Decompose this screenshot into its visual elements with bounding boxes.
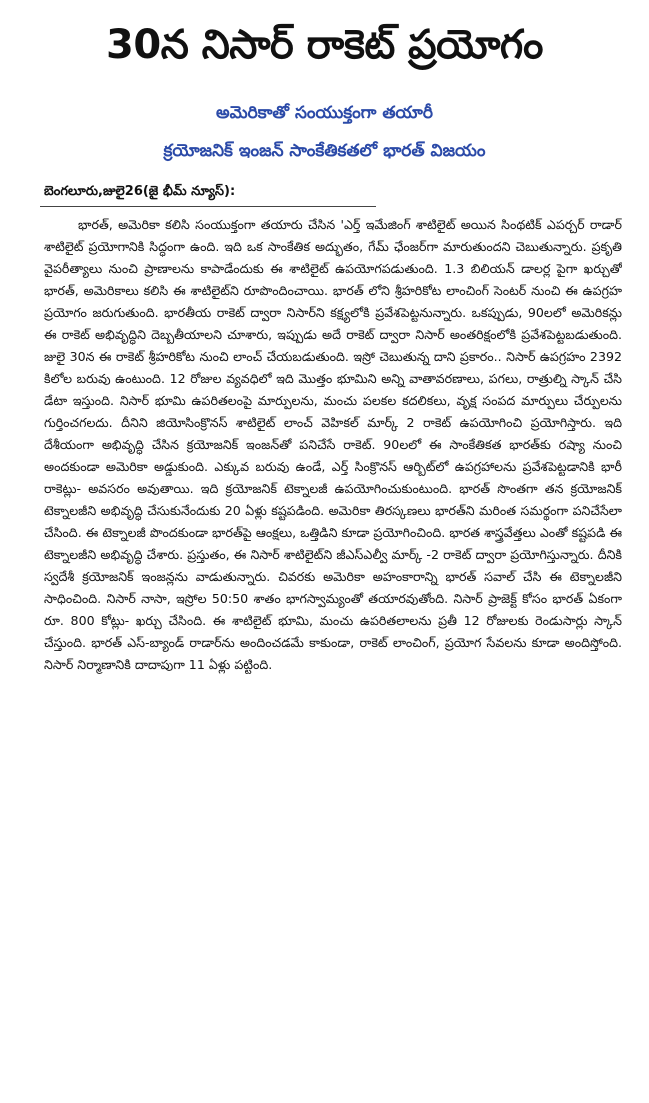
dateline-underline xyxy=(40,206,376,207)
dateline: బెంగలూరు,జులై26(జై భీమ్ న్యూస్): xyxy=(44,184,236,199)
subheadline-primary: అమెరికాతో సంయుక్తంగా తయారీ xyxy=(216,103,433,123)
subheadline-secondary: క్రయోజనిక్ ఇంజన్ సాంకేతికతలో భారత్ విజయం xyxy=(163,141,486,161)
article-body: భారత్, అమెరికా కలిసి సంయుక్తంగా తయారు చేసిన 'ఎర్త్ ఇమేజింగ్ శాటిలైట్ అయిన సింథటిక్ ఎపర్చర్ రాడార్ శాటిలైట్ ప్రయోగానికి సిద్ధంగా ఉంది. ఇది ఒక సాంకేతిక అద్భుతం, గేమ్ ఛేంజర్‌గా మారుతుందని చెబుతున్నారు. ప్రకృతి వైపరీత్యాలు నుంచి ప్రాణాలను కాపాడేందుకు ఈ శాటిలైట్ ఉపయోగపడుతుంది. 1.3 బిలియన్ డాలర్ల పైగా ఖర్చుతో భారత్, అమెరికాలు కలిసి ఈ శాటిలైట్‌ని రూపొందించాయి. భారత్ లోని శ్రీహరికోట లాంచింగ్ సెంటర్ నుంచి ఈ ఉపగ్రహ ప్రయోగం జరుగుతుంది. భారతీయ రాకెట్ ద్వారా నిసార్‌ని కక్ష్యలోకి ప్రవేశపెట్టనున్నారు. ఒకప్పుడు, 90లలో అమెరికన్లు ఈ రాకెట్ అభివృద్ధిని దెబ్బతీయాలని చూశారు, ఇప్పుడు అదే రాకెట్ ద్వారా నిసార్ అంతరిక్షంలోకి ప్రవేశపెట్టబడుతుంది. జులై 30న ఈ రాకెట్ శ్రీహరికోట నుంచి లాంచ్ చేయబడుతుంది. ఇస్రో చెబుతున్న దాని ప్రకారం.. నిసార్ ఉపగ్రహం 2392 కిలోల బరువు ఉంటుంది. 12 రోజుల వ్యవధిలో ఇది మొత్తం భూమిని అన్ని వాతావరణాలు, పగలు, రాత్రుల్ని స్కాన్ చేసి డేటా ఇస్తుంది. నిసార్ భూమి ఉపరితలంపై మార్పులను, మంచు పలకల కదలికలు, వృక్ష సంపద మార్పులు చేర్పులను గుర్తించగలదు. దీనిని జియోసింక్రొనస్ శాటిలైట్ లాంచ్ వెహికల్ మార్క్ 2 రాకెట్ ఉపయోగించి ప్రయోగిస్తారు. ఇది దేశీయంగా అభివృద్ధి చేసిన క్రయోజనిక్ ఇంజన్‌తో పనిచేసే రాకెట్. 90లలో ఈ సాంకేతికత భారత్‌కు రష్యా నుంచి అందకుండా అమెరికా అడ్డుకుంది. ఎక్కువ బరువు ఉండే, ఎర్త్ సింక్రొనస్ ఆర్బిట్‌లో ఉపగ్రహాలను ప్రవేశపెట్టడానికి భారీ రాకెట్లు- అవసరం అవుతాయి. ఇది క్రయోజనిక్ టెక్నాలజీ ఉపయోగించుకుంటుంది. భారత్ సొంతగా తన క్రయోజనిక్ టెక్నాలజీని అభివృద్ధి చేసుకునేందుకు 20 ఏళ్లు కష్టపడింది. అమెరికా తిరస్కణలు భారత్‌ని మరింత సమర్థంగా పనిచేసేలా చేసింది. ఈ టెక్నాలజీ పొందకుండా భారత్‌పై ఆంక్షలు, ఒత్తిడిని కూడా ప్రయోగించింది. భారత శాస్త్రవేత్తలు ఎంతో కష్టపడి ఈ టెక్నాలజీని అభివృద్ధి చేశారు. ప్రస్తుతం, ఈ నిసార్ శాటిలైట్‌ని జీఎస్ఎల్వీ మార్క్ -2 రాకెట్ ద్వారా ప్రయోగిస్తున్నారు. దీనికి స్వదేశీ క్రయోజనిక్ ఇంజన్లను వాడుతున్నారు. చివరకు అమెరికా అహంకారాన్ని భారత్ సవాల్ చేసి ఈ టెక్నాలజీని సాధించింది. నిసార్ నాసా, ఇస్రోల 50:50 శాతం భాగస్వామ్యంతో తయారవుతోంది. నిసార్ ప్రాజెక్ట్ కోసం భారత్ ఏకంగా రూ. 800 కోట్లు- ఖర్చు చేసింది. ఈ శాటిలైట్ భూమి, మంచు ఉపరితలాలను ప్రతీ 12 రోజులకు రెండుసార్లు స్కాన్ చేస్తుంది. భారత్ ఎస్-బ్యాండ్ రాడార్‌ను అందించడమే కాకుండా, రాకెట్ లాంచింగ్, ప్రయోగ సేవలను కూడా అందిస్తోంది. నిసార్ నిర్మాణానికి దాదాపుగా 11 ఏళ్లు పట్టింది. xyxy=(44,217,622,672)
headline: 30న నిసార్ రాకెట్ ప్రయోగం xyxy=(106,22,543,68)
